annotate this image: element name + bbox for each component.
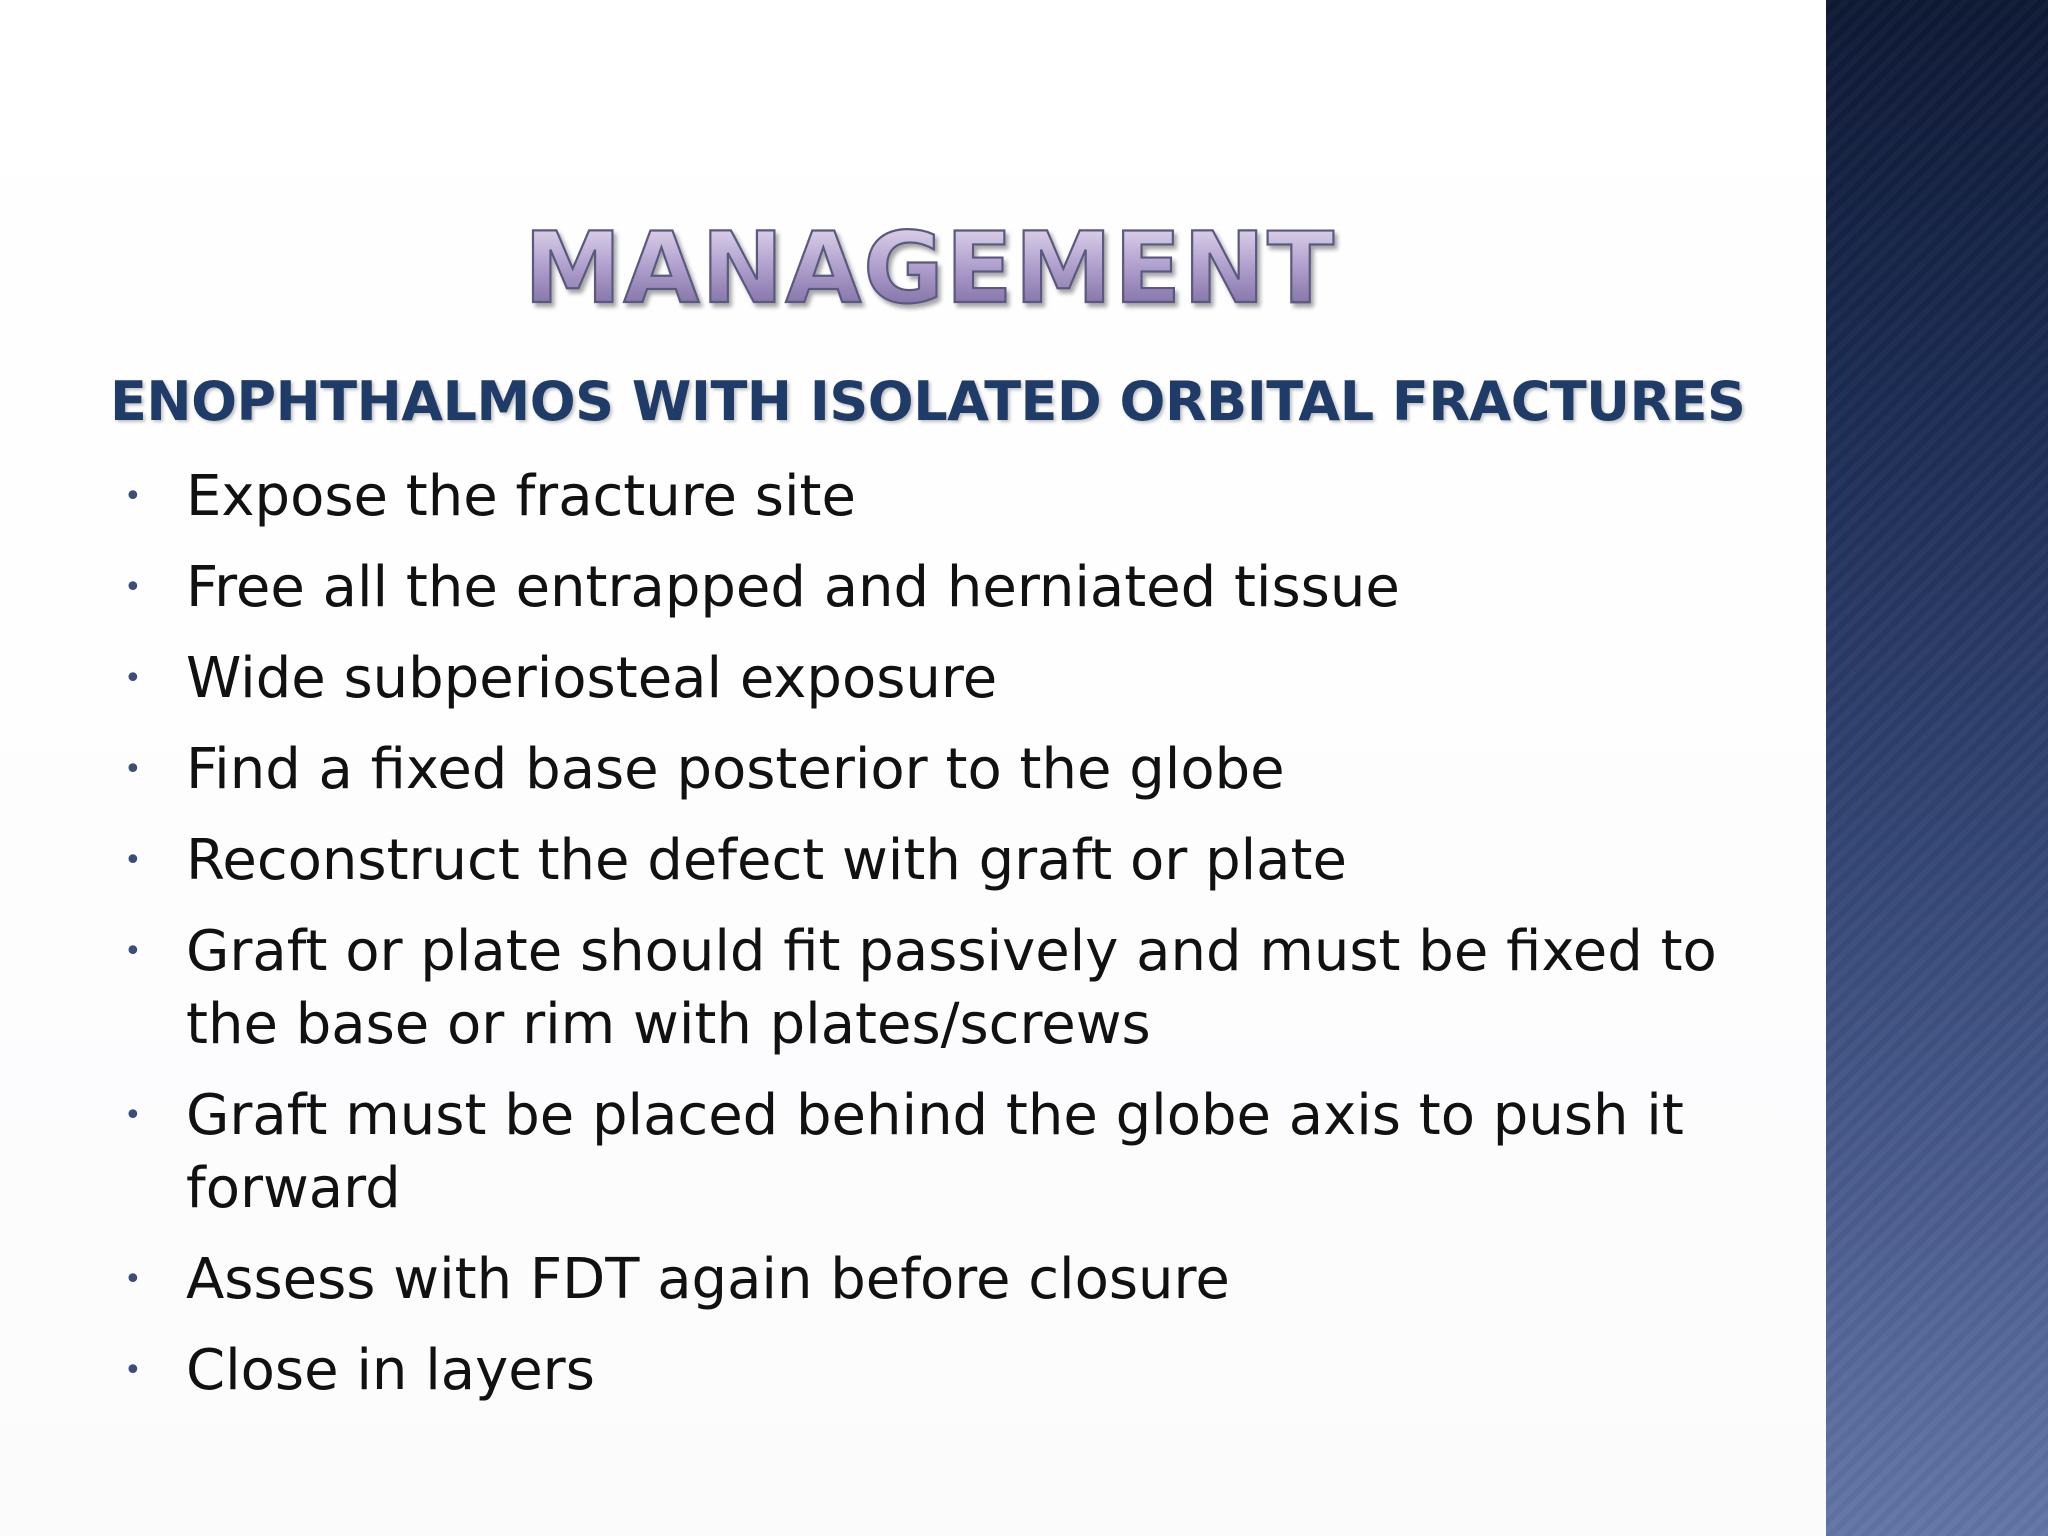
bullet-text: Wide subperiosteal exposure [186, 646, 998, 711]
bullet-text: Graft or plate should fit passively and must be fixed to the base or rim with plates/screws [186, 919, 1717, 1057]
bullet-text: Expose the fracture site [186, 464, 856, 529]
bullet-text: Assess with FDT again before closure [186, 1247, 1230, 1312]
list-item [120, 1243, 1720, 1316]
list-item [120, 824, 1720, 897]
list-item [120, 915, 1720, 1061]
list-item [120, 1079, 1720, 1225]
bullet-text: Free all the entrapped and herniated tissue [186, 555, 1400, 620]
bullet-marker: • [124, 1353, 142, 1388]
list-item [120, 1334, 1720, 1407]
title-text: MANAGEMENT [524, 212, 1336, 326]
list-item [120, 460, 1720, 533]
bullet-marker: • [124, 1098, 142, 1133]
list-item [120, 733, 1720, 806]
list-item [120, 551, 1720, 624]
bullet-marker: • [124, 479, 142, 514]
bullet-text: Reconstruct the defect with graft or plate [186, 828, 1347, 893]
slide-title [440, 210, 1420, 326]
list-item [120, 642, 1720, 715]
bullet-text: Graft must be placed behind the globe axis to push it forward [186, 1083, 1684, 1221]
bullet-text: Close in layers [186, 1338, 595, 1403]
bullet-marker: • [124, 934, 142, 969]
slide-subtitle: ENOPHTHALMOS WITH ISOLATED ORBITAL FRACTURES [110, 370, 1746, 433]
bullet-marker: • [124, 843, 142, 878]
bullet-text: Find a fixed base posterior to the globe [186, 737, 1285, 802]
bullet-marker: • [124, 570, 142, 605]
bullet-marker: • [124, 1262, 142, 1297]
bullet-marker: • [124, 661, 142, 696]
bullet-marker: • [124, 752, 142, 787]
bullet-list [120, 460, 1720, 1425]
decorative-sidebar [1826, 0, 2048, 1536]
